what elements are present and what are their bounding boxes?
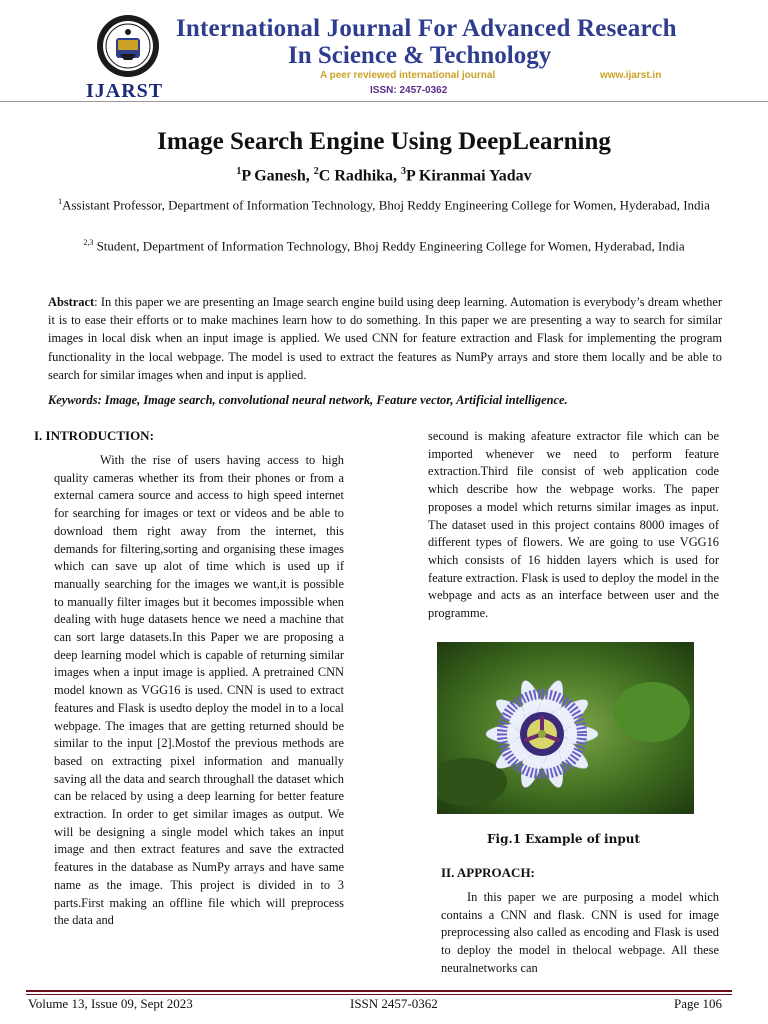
- left-column: [34, 428, 344, 930]
- journal-tagline: A peer reviewed international journal: [320, 70, 496, 81]
- paper-title: Image Search Engine Using DeepLearning: [157, 128, 611, 155]
- figure-passion-flower-image: [437, 642, 694, 814]
- author-1: P Ganesh,: [241, 167, 314, 185]
- figure-caption: Fig.1 Example of input: [487, 832, 640, 846]
- affiliation-2: [30, 234, 738, 254]
- affiliation-2-sup: 2,3: [83, 238, 94, 247]
- introduction-continued-text: secound is making afeature extractor file which can be imported whenever we need to perform feature extraction.Third file consist of web application code which describe how the webpage works. The paper proposes a model which returns similar images as input. The dataset used in this project contains 8000 images of different types of flowers. We are going to use VGG16 which consists of 16 hidden layers which is used for feature extraction. Flask is used to deploy the model in the webpage and acts as an interface between user and the programme.: [428, 429, 719, 621]
- author-3-sup: 3: [401, 166, 407, 177]
- affiliation-1: [30, 193, 738, 213]
- journal-issn: ISSN: 2457-0362: [370, 85, 448, 96]
- author-list: [0, 166, 768, 185]
- section-heading-approach: II. APPROACH:: [441, 865, 535, 880]
- footer-divider-thin: [26, 994, 732, 995]
- footer-issn: ISSN 2457-0362: [350, 996, 438, 1011]
- author-2-sup: 2: [313, 166, 319, 177]
- journal-seal-logo: [96, 14, 160, 78]
- author-1-sup: 1: [236, 166, 242, 177]
- header-divider: [0, 101, 768, 102]
- footer-volume: Volume 13, Issue 09, Sept 2023: [28, 996, 193, 1011]
- footer-page-number: Page 106: [674, 996, 723, 1011]
- author-2: C Radhika,: [318, 167, 402, 185]
- affiliation-2-text: Student, Department of Information Technology, Bhoj Reddy Engineering College for Women, Hyderabad, India: [96, 238, 685, 254]
- journal-website-link[interactable]: www.ijarst.in: [600, 70, 662, 81]
- journal-brand: IJARST: [86, 80, 164, 102]
- affiliation-1-sup: 1: [58, 197, 63, 206]
- affiliation-1-text: Assistant Professor, Department of Information Technology, Bhoj Reddy Engineering College for Women, Hyderabad, India: [62, 197, 710, 213]
- author-3: P Kiranmai Yadav: [406, 167, 532, 185]
- footer-divider-thick: [26, 990, 732, 992]
- approach-section: [441, 865, 719, 978]
- journal-title-line2: In Science & Technology: [288, 42, 552, 69]
- approach-text: In this paper we are purposing a model which contains a CNN and flask. CNN is used for image preprocessing also called as encoding and Flask is used to deploy the model in thelocal webpage. All these neuralnetworks can: [441, 890, 719, 975]
- abstract-label: Abstract: [48, 295, 95, 309]
- abstract-paragraph: [48, 293, 722, 384]
- section-heading-introduction: I. INTRODUCTION:: [34, 428, 154, 443]
- keywords: Keywords: Image, Image search, convolutional neural network, Feature vector, Artificial intelligence.: [48, 393, 568, 407]
- journal-title-line1: International Journal For Advanced Research: [176, 15, 677, 42]
- abstract-text: : In this paper we are presenting an Image search engine build using deep learning. Automation is everybody’s dream whether it is to ease their efforts or to make machines learn how to do something. In this paper we are presenting a way to search for similar images in local disk when an input image is applied. We used CNN for feature extraction and Flask for implementing the program functionality in the local webpage. The model is used to extract the features as NumPy arrays and store them locally and be able to search for similar images when and input is applied.: [48, 295, 722, 382]
- right-column: [428, 428, 719, 623]
- journal-header: [0, 0, 768, 110]
- introduction-text: With the rise of users having access to high quality cameras whether its from their phones or from a external camera source and access to high speed internet for searching for images or text or videos and be able to download them right away from the internet, this demands for filtering,sorting and organising these images which can save up alot of time which is used up if manually searching for the images we want,it is possible to manually filter images but it becomes impossible when dealing with huge datasets hence we need a machine that can sort large datasets.In this Paper we are proposing a deep learning model which is capable of returning similar images when a input image is applied. A pretrained CNN model known as VGG16 is used. CNN is used to extract features and Flask is usedto deploy the model in to a local webpage. The images that are getting returned should be similar to the input [2].Mostof the previous methods are based on extracting pixel information and manually saving all the data and search throughall the dataset which can be relaced by using a deep learning for better feature extraction. In order to get similar images as output. We will be designing a single model which takes an input image and then extract features and save the extracted features in the database as NumPy arrays and have same name as the image. This project is divided in to 3 parts.First making an offline file which will preprocess the data and: [54, 453, 344, 928]
